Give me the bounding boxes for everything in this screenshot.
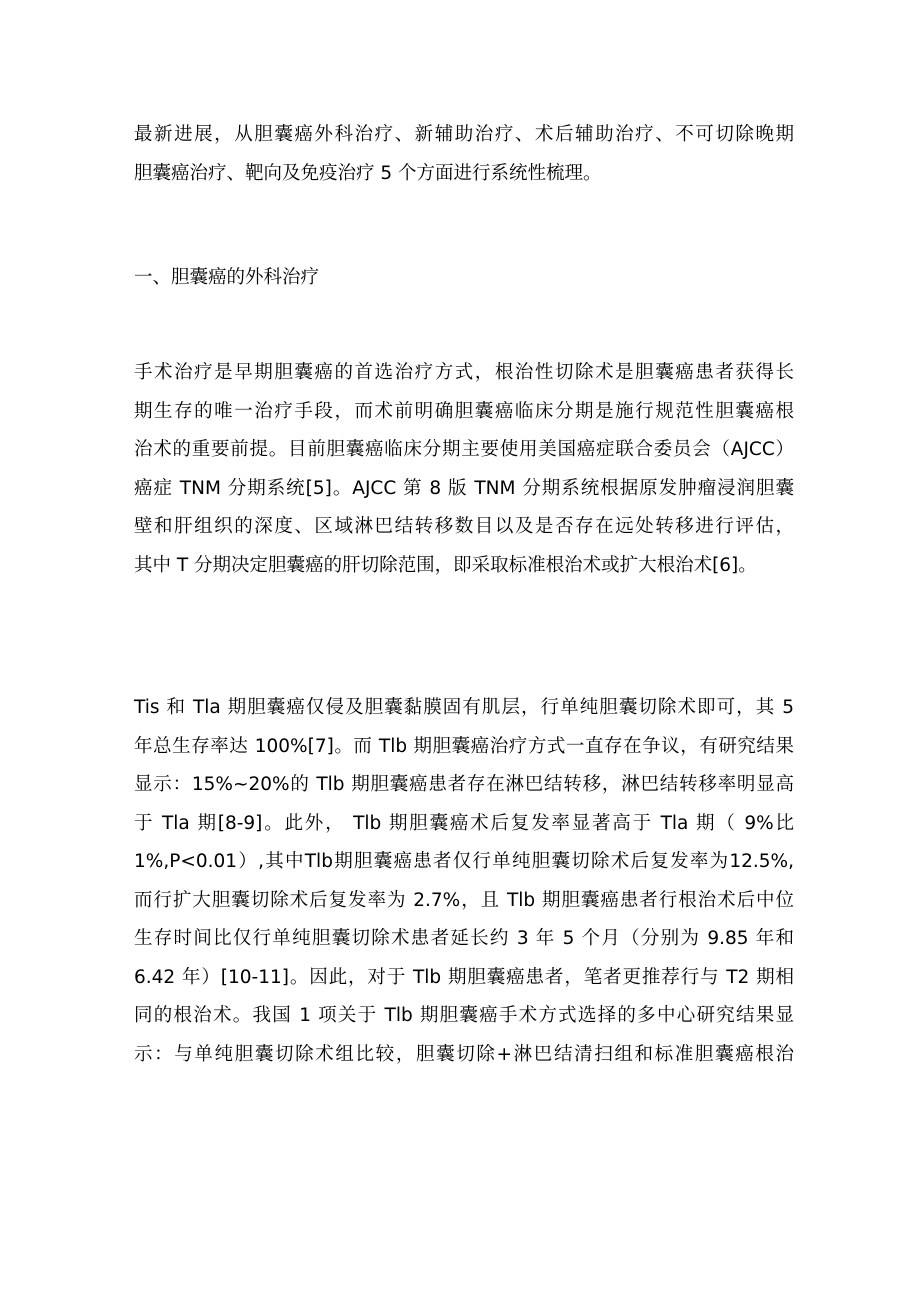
text-line: 示：与单纯胆囊切除术组比较，胆囊切除+淋巴结清扫组和标准胆囊癌根治 <box>134 1043 794 1065</box>
text-line: 癌症 TNM 分期系统[5]。AJCC 第 8 版 TNM 分期系统根据原发肿瘤浸润胆囊 <box>134 477 794 499</box>
intro-paragraph <box>134 116 794 193</box>
text-line: 1%,P<0.01）,其中Tlb期胆囊癌患者仅行单纯胆囊切除术后复发率为12.5%, <box>134 851 794 872</box>
text-line: 其中 T 分期决定胆囊癌的肝切除范围，即采取标准根治术或扩大根治术[6]。 <box>134 554 757 576</box>
section-heading-block <box>134 259 794 298</box>
text-line: 手术治疗是早期胆囊癌的首选治疗方式，根治性切除术是胆囊癌患者获得长 <box>134 362 794 383</box>
text-line: 年总生存率达 100%[7]。而 Tlb 期胆囊癌治疗方式一直存在争议，有研究结果 <box>134 735 794 757</box>
text-line: 胆囊癌治疗、靶向及免疫治疗 5 个方面进行系统性梳理。 <box>134 162 602 184</box>
text-line: 而行扩大胆囊切除术后复发率为 2.7%，且 Tlb 期胆囊癌患者行根治术后中位 <box>134 889 794 911</box>
paragraph-t1-treatment <box>134 689 794 1074</box>
paragraph-surgical-staging <box>134 354 794 585</box>
text-line: 显示：15%~20%的 Tlb 期胆囊癌患者存在淋巴结转移，淋巴结转移率明显高 <box>134 774 794 795</box>
text-line: 最新进展，从胆囊癌外科治疗、新辅助治疗、术后辅助治疗、不可切除晚期 <box>134 124 794 145</box>
text-line: 壁和肝组织的深度、区域淋巴结转移数目以及是否存在远处转移进行评估， <box>134 516 794 537</box>
text-line: 治术的重要前提。目前胆囊癌临床分期主要使用美国癌症联合委员会（AJCC） <box>134 439 794 460</box>
text-line: Tis 和 Tla 期胆囊癌仅侵及胆囊黏膜固有肌层，行单纯胆囊切除术即可，其 5 <box>134 697 794 718</box>
text-line: 于 Tla 期[8-9]。此外， Tlb 期胆囊癌术后复发率显著高于 Tla 期（ 9%比 <box>134 812 794 834</box>
text-line: 期生存的唯一治疗手段，而术前明确胆囊癌临床分期是施行规范性胆囊癌根 <box>134 400 794 422</box>
text-line: 6.42 年）[10-11]。因此，对于 Tlb 期胆囊癌患者，笔者更推荐行与 T2 期相 <box>134 966 794 988</box>
text-line: 生存时间比仅行单纯胆囊切除术患者延长约 3 年 5 个月（分别为 9.85 年和 <box>134 928 794 949</box>
section-heading: 一、胆囊癌的外科治疗 <box>134 267 320 288</box>
text-line: 同的根治术。我国 1 项关于 Tlb 期胆囊癌手术方式选择的多中心研究结果显 <box>134 1005 794 1026</box>
